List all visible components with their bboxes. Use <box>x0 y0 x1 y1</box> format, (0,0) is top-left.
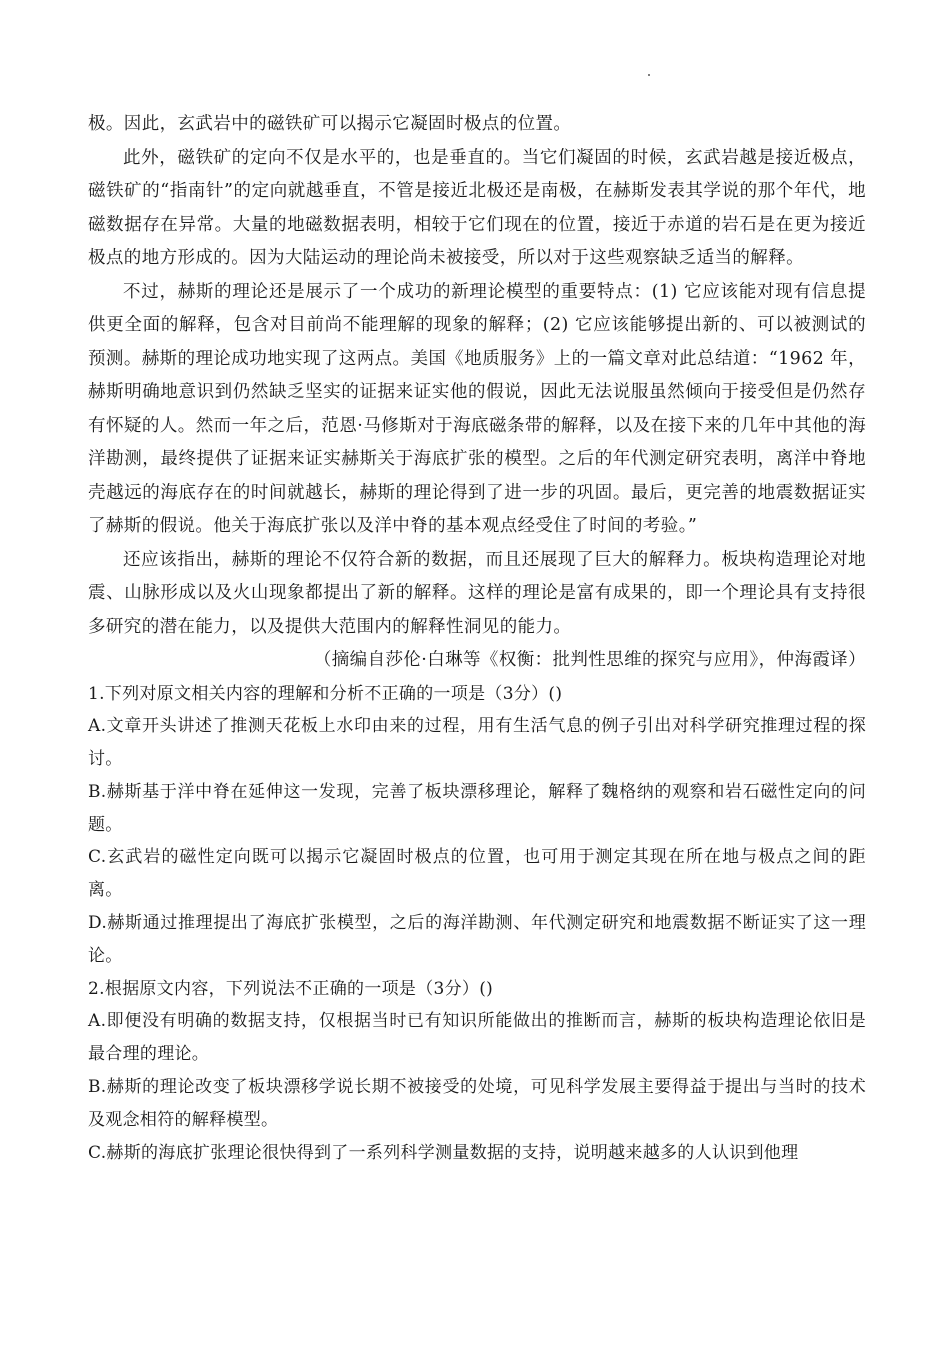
question-2-stem: 2.根据原文内容，下列说法不正确的一项是（3分）() <box>88 978 494 999</box>
passage-source: （摘编自莎伦·白琳等《权衡：批判性思维的探究与应用》，仲海霞译） <box>313 650 866 670</box>
question-2-option-b: B.赫斯的理论改变了板块漂移学说长期不被接受的处境，可见科学发展主要得益于提出与当时的技术及观念相符的解释模型。 <box>88 1077 866 1130</box>
question-1-option-d: D.赫斯通过推理提出了海底扩张模型，之后的海洋勘测、年代测定研究和地震数据不断证实了这一理论。 <box>88 913 866 966</box>
question-1 <box>88 678 866 973</box>
question-1-option-c: C.玄武岩的磁性定向既可以揭示它凝固时极点的位置，也可用于测定其现在所在地与极点之间的距离。 <box>88 847 866 901</box>
question-1-option-a: A.文章开头讲述了推测天花板上水印由来的过程，用有生活气息的例子引出对科学研究推理过程的探讨。 <box>88 716 866 770</box>
question-list <box>88 678 866 1170</box>
reading-passage <box>88 108 866 678</box>
question-2-option-a: A.即便没有明确的数据支持，仅根据当时已有知识所能做出的推断而言，赫斯的板块构造理论依旧是最合理的理论。 <box>88 1011 866 1065</box>
passage-paragraph-3: 不过，赫斯的理论还是展示了一个成功的新理论模型的重要特点：(1) 它应该能对现有信息提供更全面的解释，包含对目前尚不能理解的现象的解释；(2) 它应该能够提出新的、可以被测试的预测。赫斯的理论成功地实现了这两点。美国《地质服务》上的一篇文章对此总结道：“1962 年，赫斯明确地意识到仍然缺乏坚实的证据来证实他的假说，因此无法说服虽然倾向于接受但是仍然存有怀疑的人。然而一年之后，范恩·马修斯对于海底磁条带的解释，以及在接下来的几年中其他的海洋勘测，最终提供了证据来证实赫斯关于海底扩张的模型。之后的年代测定研究表明，离洋中脊地壳越远的海底存在的时间就越长，赫斯的理论得到了进一步的巩固。最后，更完善的地震数据证实了赫斯的假说。他关于海底扩张以及洋中脊的基本观点经受住了时间的考验。” <box>88 281 866 536</box>
question-1-stem: 1.下列对原文相关内容的理解和分析不正确的一项是（3分）() <box>88 683 563 704</box>
scan-dot <box>648 74 650 76</box>
passage-paragraph-4: 还应该指出，赫斯的理论不仅符合新的数据，而且还展现了巨大的解释力。板块构造理论对地震、山脉形成以及火山现象都提出了新的解释。这样的理论是富有成果的，即一个理论具有支持很多研究的潜在能力，以及提供大范围内的解释性洞见的能力。 <box>88 549 866 637</box>
passage-paragraph-2: 此外，磁铁矿的定向不仅是水平的，也是垂直的。当它们凝固的时候，玄武岩越是接近极点，磁铁矿的“指南针”的定向就越垂直，不管是接近北极还是南极，在赫斯发表其学说的那个年代，地磁数据存在异常。大量的地磁数据表明，相较于它们现在的位置，接近于赤道的岩石是在更为接近极点的地方形成的。因为大陆运动的理论尚未被接受，所以对于这些观察缺乏适当的解释。 <box>88 147 866 268</box>
question-2 <box>88 973 866 1170</box>
document-page <box>88 108 866 1169</box>
question-1-option-b: B.赫斯基于洋中脊在延伸这一发现，完善了板块漂移理论，解释了魏格纳的观察和岩石磁性定向的问题。 <box>88 781 866 835</box>
passage-paragraph-1: 极。因此，玄武岩中的磁铁矿可以揭示它凝固时极点的位置。 <box>88 114 572 134</box>
question-2-option-c: C.赫斯的海底扩张理论很快得到了一系列科学测量数据的支持，说明越来越多的人认识到他理 <box>88 1142 799 1163</box>
